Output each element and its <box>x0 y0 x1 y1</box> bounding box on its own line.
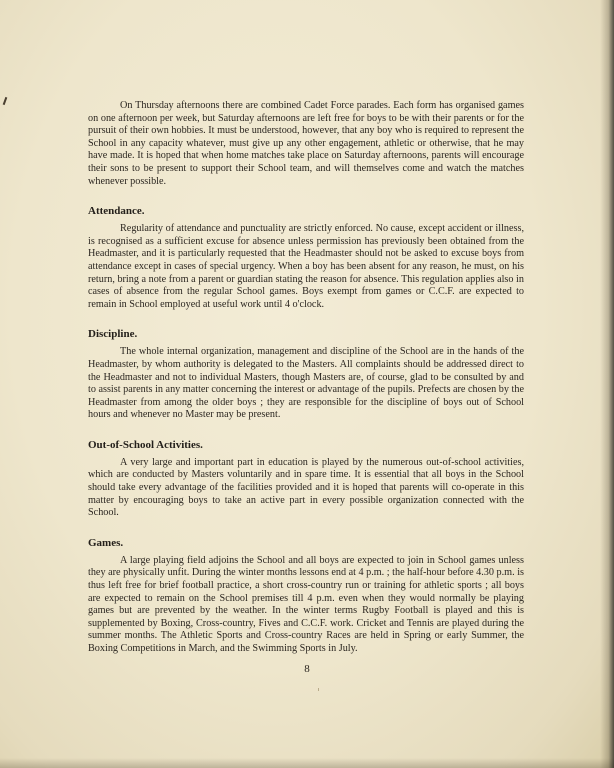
page-content <box>88 100 524 656</box>
section-heading-games: Games. <box>88 536 124 549</box>
section-heading-out-of-school-activities: Out-of-School Activities. <box>88 438 203 451</box>
section-out-of-school-activities <box>88 439 524 520</box>
section-body-attendance: Regularity of attendance and punctuality are strictly enforced. No cause, except accident or illness, is recognised as a sufficient excuse for absence unless permission has previously been obtained from the Headmaster, and it is particularly requested that the Headmaster should not be asked to excuse boys from attendance except in cases of special urgency. When a boy has been absent for any reason, he must, on his return, bring a note from a parent or guardian stating the reason for absence. This regulation applies also in cases of absence from the regular School games. Boys exempt from games or C.C.F. are expected to remain in School employed at useful work until 4 o'clock. <box>88 223 524 310</box>
section-heading-discipline: Discipline. <box>88 328 138 341</box>
right-edge-shadow <box>600 0 614 768</box>
page-number: 8 <box>304 663 310 675</box>
section-body-games: A large playing field adjoins the School and all boys are expected to join in School games unless they are physically unfit. During the winter months lessons end at 4 p.m. ; the half-hour before 4.30 p.m. is thus left free for brief football practice, a short cross-country run or training for athletic sports ; all boys are expected to remain on the School premises till 4 p.m. even when they would normally be playing games but are prevented by the weather. In the winter terms Rugby Football is played and this is supplemented by Boxing, Cross-country, Fives and C.C.F. work. Cricket and Tennis are played during the summer months. The Athletic Sports and Cross-country Races are held in Spring or early Summer, the Boxing Competitions in March, and the Swimming Sports in July. <box>88 554 524 654</box>
section-attendance <box>88 205 524 311</box>
paper-speck <box>318 688 319 691</box>
margin-mark <box>3 97 8 105</box>
bottom-edge-shadow <box>0 758 614 768</box>
section-discipline <box>88 328 524 422</box>
intro-paragraph: On Thursday afternoons there are combined Cadet Force parades. Each form has organised games on one afternoon per week, but Saturday afternoons are left free for boys to be with their parents or for the pursuit of their own hobbies. It must be understood, however, that any boy who is required to represent the School in any capacity whatever, must give up any other engagement, athletic or otherwise, that he may have made. It is hoped that when home matches take place on Saturday afternoons, parents will encourage their sons to be present to support their School team, and will themselves come and watch the matches whenever possible. <box>88 100 524 187</box>
section-heading-attendance: Attendance. <box>88 205 145 218</box>
section-body-discipline: The whole internal organization, management and discipline of the School are in the hands of the Headmaster, by whom authority is delegated to the Masters. All complaints should be addressed direct to the Headmaster and not to individual Masters, though Masters are, of course, glad to be consulted by and to assist parents in any matter concerning the interest or advantage of the pupils. Prefects are chosen by the Headmaster from among the older boys ; they are responsible for the discipline of boys out of School hours and whenever no Master may be present. <box>88 346 524 421</box>
section-games <box>88 537 524 656</box>
section-body-out-of-school-activities: A very large and important part in education is played by the numerous out-of-school activities, which are conducted by Masters voluntarily and in spare time. It is essential that all boys in the School should take every advantage of the facilities provided and it is hoped that parents will co-operate in this matter by encouraging boys to take an active part in every possible organization connected with the School. <box>88 456 524 519</box>
